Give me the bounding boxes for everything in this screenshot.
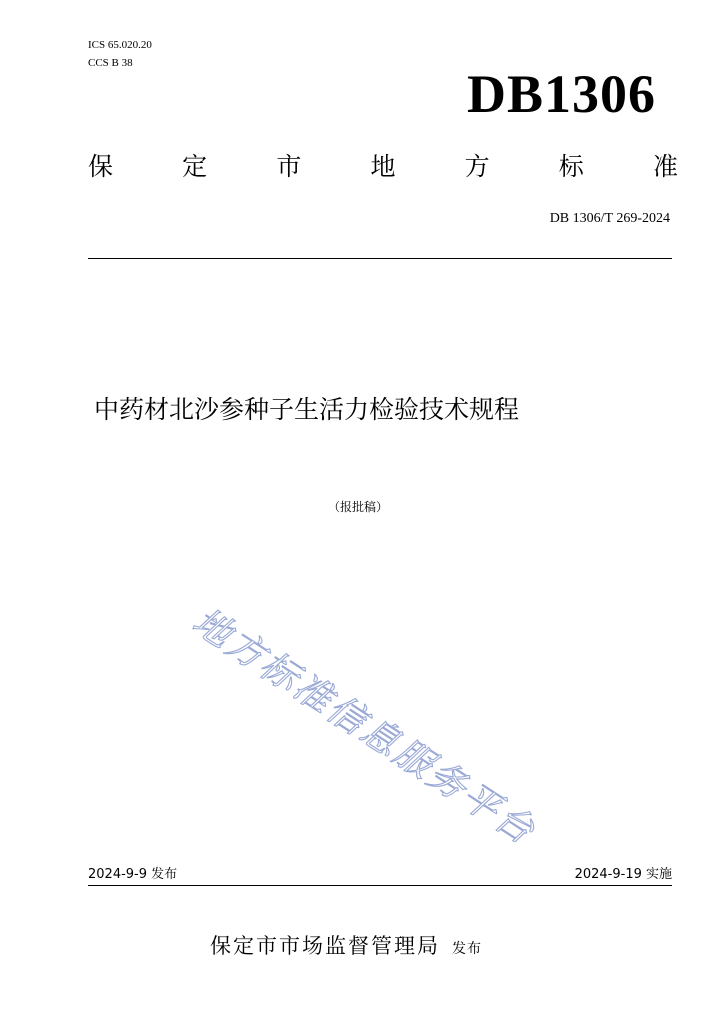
standard-type-heading	[88, 150, 678, 184]
standard-number: DB 1306/T 269-2024	[549, 211, 670, 226]
draft-status: （报批稿）	[328, 500, 389, 514]
document-title: 中药材北沙参种子生活力检验技术规程	[94, 395, 520, 424]
issuer-name: 保定市市场监督管理局	[210, 934, 440, 958]
ics-code: ICS 65.020.20	[88, 39, 152, 51]
issue-date: 2024-9-9 发布	[88, 867, 178, 882]
standard-type-char: 标	[558, 152, 584, 181]
standard-code-heading: DB1306	[466, 64, 656, 124]
issuer-suffix: 发布	[452, 941, 482, 957]
standard-type-char: 地	[370, 152, 396, 181]
footer-divider	[88, 885, 672, 886]
standard-type-char: 准	[652, 152, 678, 181]
implementation-date: 2024-9-19 实施	[574, 867, 672, 882]
standard-type-char: 定	[182, 152, 208, 181]
standard-type-char: 方	[464, 152, 490, 181]
standard-type-char: 保	[88, 152, 114, 181]
watermark-text: 地方标准信息服务平台	[185, 599, 544, 854]
standard-type-char: 市	[276, 152, 302, 181]
issuer-line	[210, 928, 482, 967]
header-divider	[88, 258, 672, 259]
ccs-code: CCS B 38	[88, 57, 133, 69]
